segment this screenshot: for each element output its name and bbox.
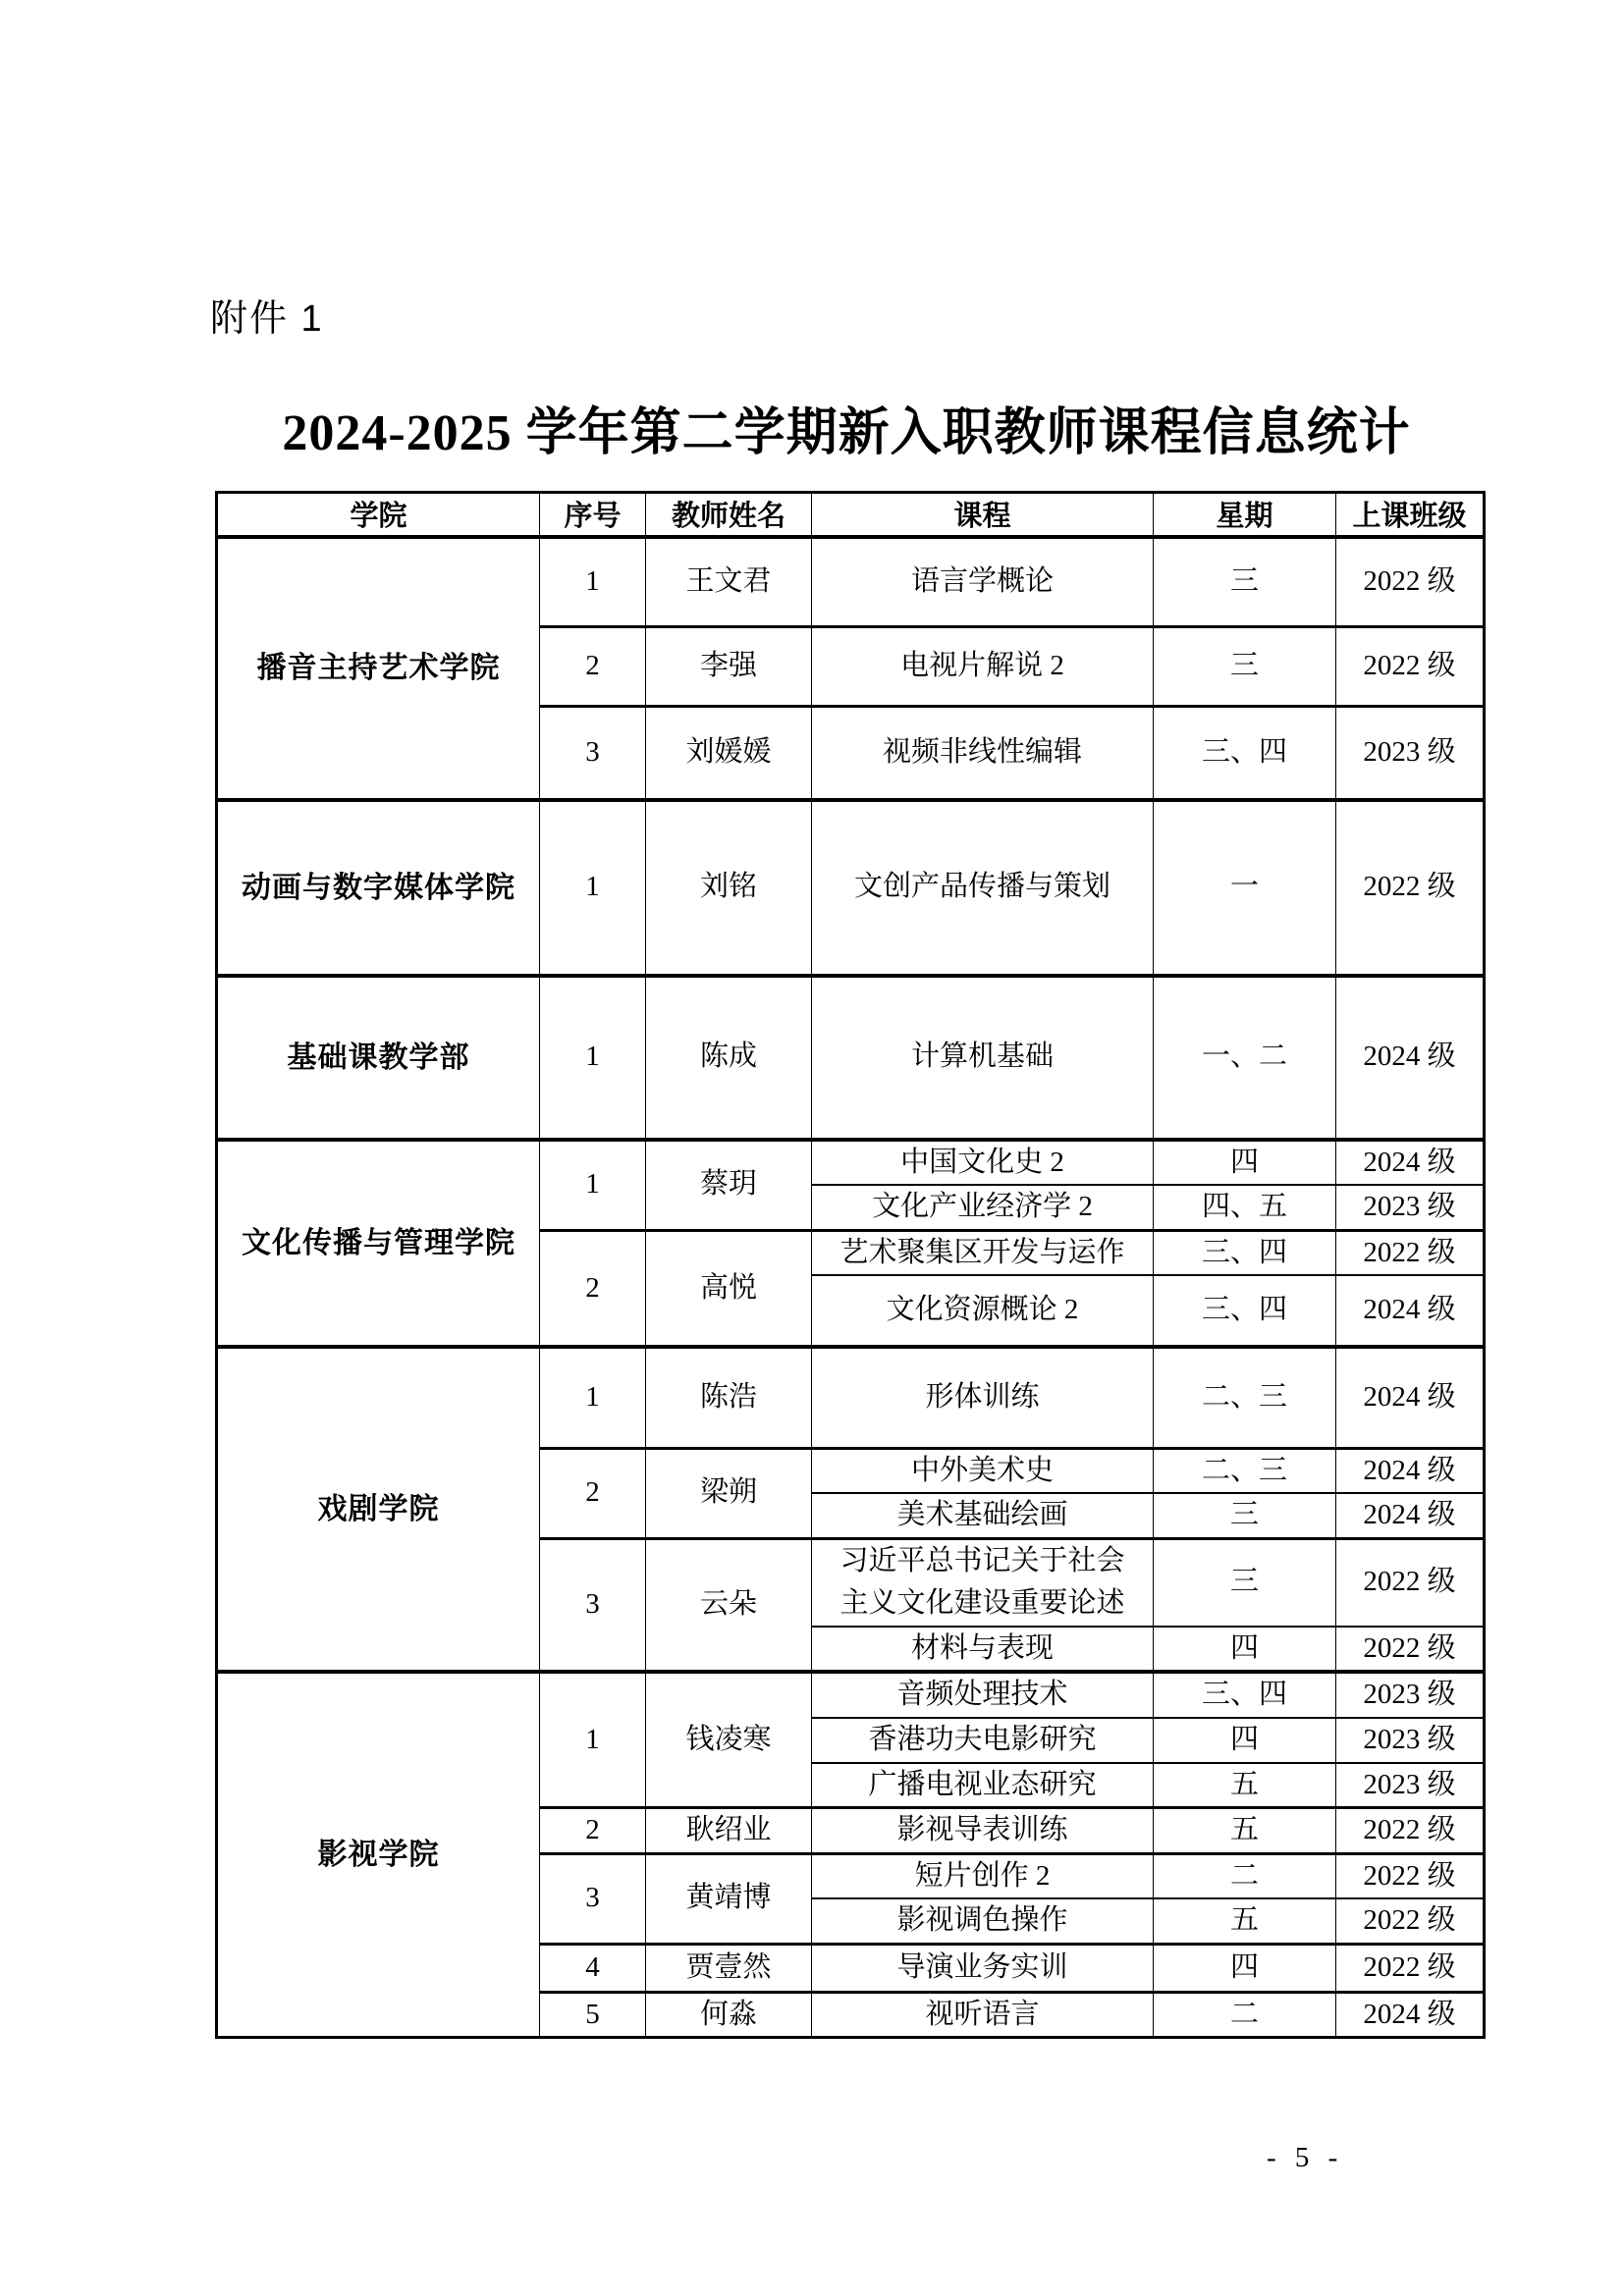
course-cell: 美术基础绘画 bbox=[812, 1493, 1154, 1538]
course-cell: 语言学概论 bbox=[812, 537, 1154, 627]
header-course: 课程 bbox=[812, 493, 1154, 537]
teacher-cell: 李强 bbox=[646, 627, 812, 707]
class-cell: 2023 级 bbox=[1336, 1718, 1485, 1763]
class-cell: 2024 级 bbox=[1336, 1448, 1485, 1493]
teacher-cell: 陈成 bbox=[646, 976, 812, 1140]
header-weekday: 星期 bbox=[1154, 493, 1336, 537]
seq-cell: 3 bbox=[540, 1538, 646, 1672]
weekday-cell: 四 bbox=[1154, 1627, 1336, 1673]
weekday-cell: 二 bbox=[1154, 1853, 1336, 1898]
college-cell: 戏剧学院 bbox=[217, 1347, 540, 1672]
course-cell: 短片创作 2 bbox=[812, 1853, 1154, 1898]
class-cell: 2024 级 bbox=[1336, 976, 1485, 1140]
class-cell: 2024 级 bbox=[1336, 1275, 1485, 1347]
weekday-cell: 三、四 bbox=[1154, 1230, 1336, 1275]
course-cell: 形体训练 bbox=[812, 1347, 1154, 1448]
teacher-cell: 高悦 bbox=[646, 1230, 812, 1347]
weekday-cell: 三 bbox=[1154, 1538, 1336, 1627]
weekday-cell: 五 bbox=[1154, 1808, 1336, 1854]
weekday-cell: 三 bbox=[1154, 627, 1336, 707]
page-number: - 5 - bbox=[1267, 2142, 1344, 2173]
course-cell: 计算机基础 bbox=[812, 976, 1154, 1140]
class-cell: 2022 级 bbox=[1336, 537, 1485, 627]
course-cell: 香港功夫电影研究 bbox=[812, 1718, 1154, 1763]
teacher-cell: 王文君 bbox=[646, 537, 812, 627]
class-cell: 2023 级 bbox=[1336, 1672, 1485, 1718]
course-cell: 影视导表训练 bbox=[812, 1808, 1154, 1854]
weekday-cell: 四 bbox=[1154, 1718, 1336, 1763]
class-cell: 2022 级 bbox=[1336, 1538, 1485, 1627]
seq-cell: 2 bbox=[540, 1448, 646, 1538]
table-row bbox=[217, 800, 1485, 976]
seq-cell: 1 bbox=[540, 800, 646, 976]
course-cell: 视频非线性编辑 bbox=[812, 707, 1154, 800]
weekday-cell: 三 bbox=[1154, 537, 1336, 627]
table-row bbox=[217, 1672, 1485, 1718]
teacher-cell: 钱凌寒 bbox=[646, 1672, 812, 1808]
teacher-cell: 蔡玥 bbox=[646, 1140, 812, 1231]
header-row bbox=[217, 493, 1485, 537]
weekday-cell: 二 bbox=[1154, 1992, 1336, 2038]
table-body bbox=[217, 537, 1485, 2038]
course-cell: 影视调色操作 bbox=[812, 1898, 1154, 1944]
seq-cell: 3 bbox=[540, 1853, 646, 1944]
class-cell: 2022 级 bbox=[1336, 1944, 1485, 1992]
class-cell: 2022 级 bbox=[1336, 1853, 1485, 1898]
weekday-cell: 五 bbox=[1154, 1763, 1336, 1808]
header-class: 上课班级 bbox=[1336, 493, 1485, 537]
weekday-cell: 二、三 bbox=[1154, 1448, 1336, 1493]
college-cell: 影视学院 bbox=[217, 1672, 540, 2038]
course-cell: 文创产品传播与策划 bbox=[812, 800, 1154, 976]
seq-cell: 1 bbox=[540, 537, 646, 627]
college-cell: 文化传播与管理学院 bbox=[217, 1140, 540, 1348]
page-title: 2024-2025 学年第二学期新入职教师课程信息统计 bbox=[282, 405, 1411, 461]
class-cell: 2024 级 bbox=[1336, 1347, 1485, 1448]
class-cell: 2022 级 bbox=[1336, 1627, 1485, 1673]
class-cell: 2022 级 bbox=[1336, 1808, 1485, 1854]
weekday-cell: 一 bbox=[1154, 800, 1336, 976]
course-cell: 音频处理技术 bbox=[812, 1672, 1154, 1718]
class-cell: 2022 级 bbox=[1336, 1230, 1485, 1275]
weekday-cell: 四 bbox=[1154, 1140, 1336, 1186]
course-cell: 艺术聚集区开发与运作 bbox=[812, 1230, 1154, 1275]
course-cell: 广播电视业态研究 bbox=[812, 1763, 1154, 1808]
weekday-cell: 二、三 bbox=[1154, 1347, 1336, 1448]
table-row bbox=[217, 1140, 1485, 1186]
class-cell: 2024 级 bbox=[1336, 1992, 1485, 2038]
class-cell: 2024 级 bbox=[1336, 1140, 1485, 1186]
course-cell: 视听语言 bbox=[812, 1992, 1154, 2038]
course-cell: 文化产业经济学 2 bbox=[812, 1185, 1154, 1230]
weekday-cell: 三 bbox=[1154, 1493, 1336, 1538]
teacher-cell: 何淼 bbox=[646, 1992, 812, 2038]
class-cell: 2023 级 bbox=[1336, 1185, 1485, 1230]
seq-cell: 1 bbox=[540, 976, 646, 1140]
weekday-cell: 三、四 bbox=[1154, 1672, 1336, 1718]
teacher-cell: 耿绍业 bbox=[646, 1808, 812, 1854]
class-cell: 2024 级 bbox=[1336, 1493, 1485, 1538]
class-cell: 2022 级 bbox=[1336, 627, 1485, 707]
header-seq: 序号 bbox=[540, 493, 646, 537]
seq-cell: 5 bbox=[540, 1992, 646, 2038]
course-cell: 习近平总书记关于社会主义文化建设重要论述 bbox=[812, 1538, 1154, 1627]
seq-cell: 2 bbox=[540, 1808, 646, 1854]
seq-cell: 1 bbox=[540, 1140, 646, 1231]
weekday-cell: 一、二 bbox=[1154, 976, 1336, 1140]
teacher-cell: 黄靖博 bbox=[646, 1853, 812, 1944]
seq-cell: 1 bbox=[540, 1672, 646, 1808]
weekday-cell: 四 bbox=[1154, 1944, 1336, 1992]
college-cell: 播音主持艺术学院 bbox=[217, 537, 540, 800]
weekday-cell: 三、四 bbox=[1154, 707, 1336, 800]
course-cell: 中外美术史 bbox=[812, 1448, 1154, 1493]
teacher-cell: 刘媛媛 bbox=[646, 707, 812, 800]
course-cell: 导演业务实训 bbox=[812, 1944, 1154, 1992]
header-college: 学院 bbox=[217, 493, 540, 537]
teacher-cell: 梁朔 bbox=[646, 1448, 812, 1538]
class-cell: 2023 级 bbox=[1336, 707, 1485, 800]
seq-cell: 2 bbox=[540, 1230, 646, 1347]
course-table bbox=[215, 491, 1486, 2039]
course-cell: 文化资源概论 2 bbox=[812, 1275, 1154, 1347]
table-row bbox=[217, 1347, 1485, 1448]
table-row bbox=[217, 976, 1485, 1140]
seq-cell: 4 bbox=[540, 1944, 646, 1992]
college-cell: 基础课教学部 bbox=[217, 976, 540, 1140]
weekday-cell: 四、五 bbox=[1154, 1185, 1336, 1230]
teacher-cell: 云朵 bbox=[646, 1538, 812, 1672]
header-teacher: 教师姓名 bbox=[646, 493, 812, 537]
course-cell: 材料与表现 bbox=[812, 1627, 1154, 1673]
weekday-cell: 三、四 bbox=[1154, 1275, 1336, 1347]
class-cell: 2022 级 bbox=[1336, 800, 1485, 976]
class-cell: 2022 级 bbox=[1336, 1898, 1485, 1944]
seq-cell: 2 bbox=[540, 627, 646, 707]
attachment-label: 附件 1 bbox=[210, 298, 324, 340]
college-cell: 动画与数字媒体学院 bbox=[217, 800, 540, 976]
class-cell: 2023 级 bbox=[1336, 1763, 1485, 1808]
weekday-cell: 五 bbox=[1154, 1898, 1336, 1944]
teacher-cell: 刘铭 bbox=[646, 800, 812, 976]
course-cell: 中国文化史 2 bbox=[812, 1140, 1154, 1186]
teacher-cell: 贾壹然 bbox=[646, 1944, 812, 1992]
seq-cell: 1 bbox=[540, 1347, 646, 1448]
teacher-cell: 陈浩 bbox=[646, 1347, 812, 1448]
table-row bbox=[217, 537, 1485, 627]
seq-cell: 3 bbox=[540, 707, 646, 800]
course-cell: 电视片解说 2 bbox=[812, 627, 1154, 707]
